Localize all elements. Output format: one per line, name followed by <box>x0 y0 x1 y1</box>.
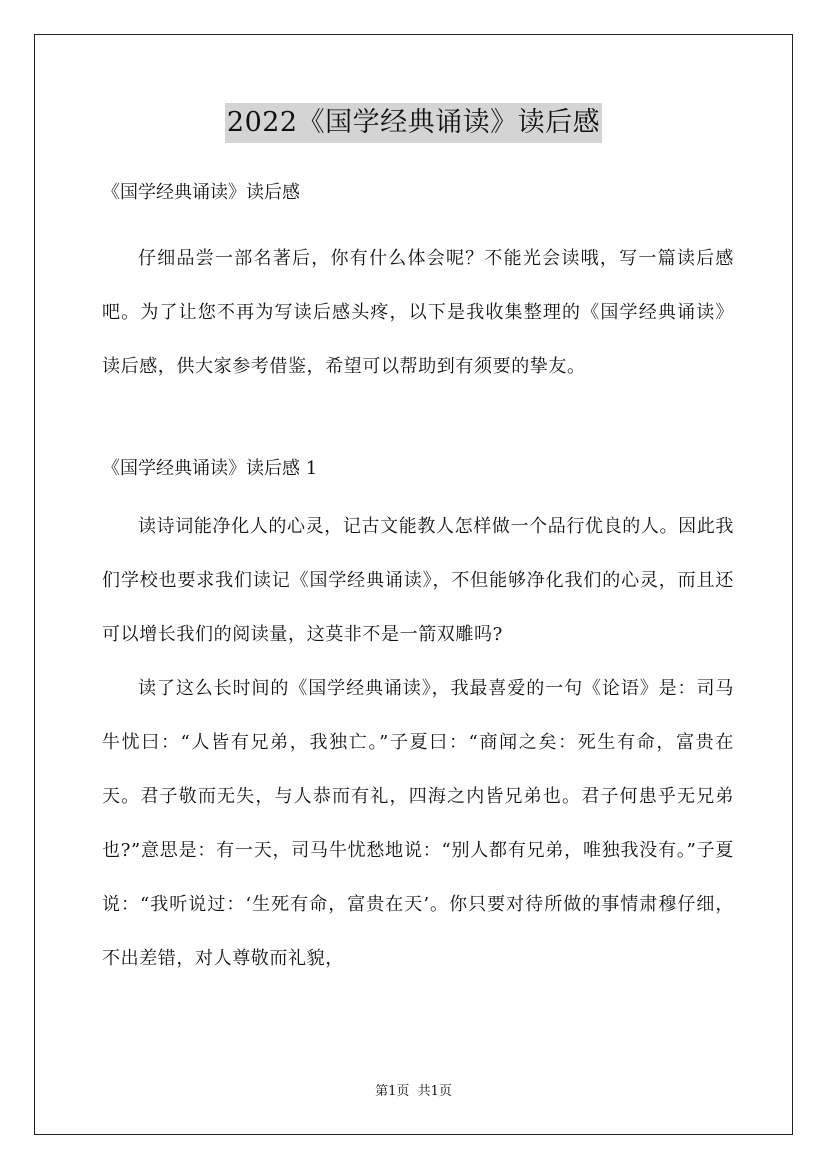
intro-heading: 《国学经典诵读》读后感 <box>102 182 300 203</box>
page-total: 共1页 <box>417 1084 452 1099</box>
spacer <box>102 394 734 454</box>
title-container <box>0 103 827 143</box>
section-1-paragraph-1: 读诗词能净化人的心灵，记古文能教人怎样做一个品行优良的人。因此我们学校也要求我们读记《国学经典诵读》，不但能够净化我们的心灵，而且还可以增长我们的阅读量，这莫非不是一箭双雕吗? <box>102 516 734 645</box>
document-body <box>102 178 734 986</box>
section-1-paragraph-2: 读了这么长时间的《国学经典诵读》，我最喜爱的一句《论语》是：司马牛忧曰：“人皆有兄弟，我独亡。”子夏曰：“商闻之矣：死生有命，富贵在天。君子敬而无失，与人恭而有礼，四海之内皆兄弟也。君子何患乎无兄弟也?”意思是：有一天，司马牛忧愁地说：“别人都有兄弟，唯独我没有。”子夏说：“我听说过：‘生死有命，富贵在天’。你只要对待所做的事情肃穆仔细，不出差错，对人尊敬而礼貌， <box>102 678 734 969</box>
page-footer <box>0 1083 827 1101</box>
section-1-heading: 《国学经典诵读》读后感 1 <box>102 458 318 479</box>
intro-paragraph: 仔细品尝一部名著后，你有什么体会呢？不能光会读哦，写一篇读后感吧。为了让您不再为写读后感头疼，以下是我收集整理的《国学经典诵读》读后感，供大家参考借鉴，希望可以帮助到有须要的挚友。 <box>102 248 734 377</box>
page-number: 第1页 <box>375 1084 410 1099</box>
document-title: 2022《国学经典诵读》读后感 <box>225 103 602 143</box>
